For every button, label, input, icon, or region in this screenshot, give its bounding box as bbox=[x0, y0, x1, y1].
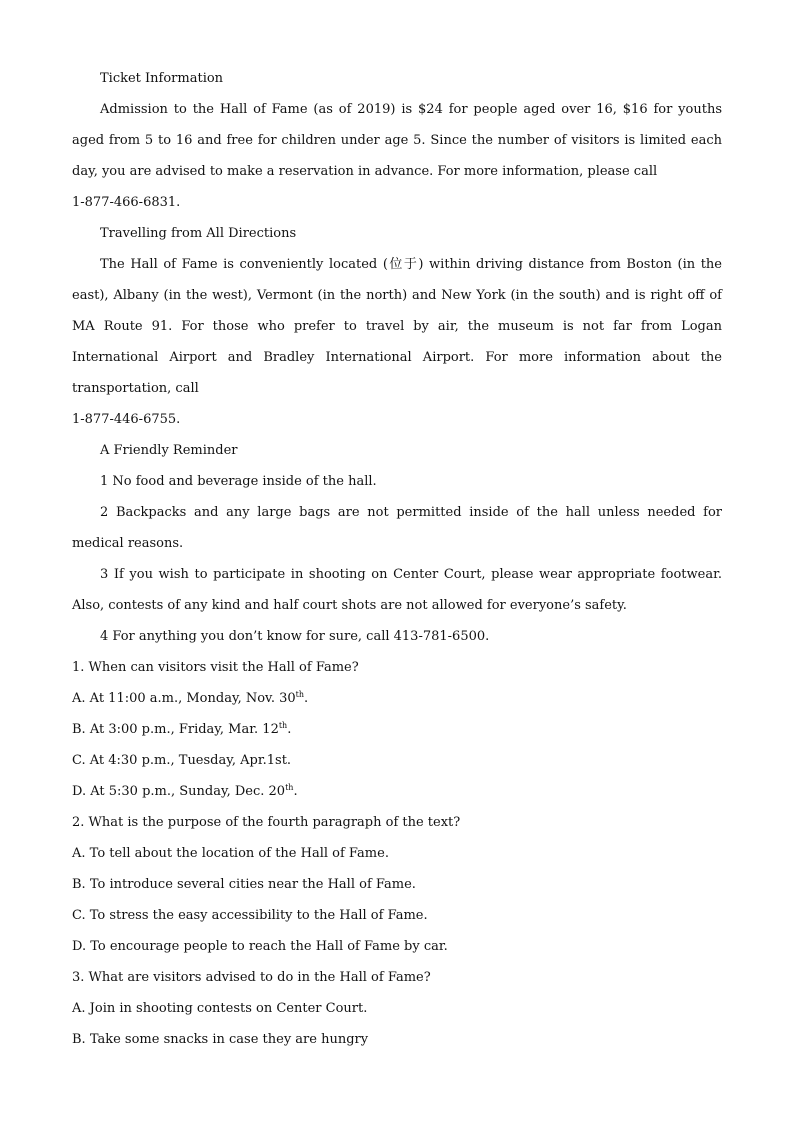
option-text-end: . bbox=[304, 691, 309, 706]
answer-option: B. Take some snacks in case they are hungry bbox=[72, 1032, 369, 1047]
reminder-item: 2 Backpacks and any large bags are not permitted inside of the hall unless needed for medical reasons. bbox=[72, 505, 722, 551]
option-text-end: . bbox=[287, 722, 292, 737]
answer-option bbox=[72, 714, 722, 745]
answer-option bbox=[72, 776, 722, 807]
travel-phone: 1-877-446-6755. bbox=[72, 412, 181, 427]
option-superscript: th bbox=[295, 690, 305, 699]
question-stem: 1. When can visitors visit the Hall of Fame? bbox=[72, 660, 359, 675]
reminder-item: 4 For anything you don’t know for sure, call 413-781-6500. bbox=[100, 629, 490, 644]
option-superscript: th bbox=[285, 783, 294, 792]
option-text: D. At 5:30 p.m., Sunday, Dec. 20 bbox=[72, 784, 286, 799]
reminder-item: 1 No food and beverage inside of the hall. bbox=[100, 474, 377, 489]
ticket-paragraph: Admission to the Hall of Fame (as of 2019) is $24 for people aged over 16, $16 for youths aged from 5 to 16 and free for children under age 5. Since the number of visitors is limited each day, you are advised to make a reservation in advance. For more information, please call bbox=[72, 102, 722, 179]
option-superscript: th bbox=[278, 721, 288, 730]
travel-paragraph: The Hall of Fame is conveniently located (位于) within driving distance from Boston (in the east), Albany (in the west), Vermont (in the north) and New York (in the south) and is right off of MA Route 91. For those who prefer to travel by air, the museum is not far from Logan International Airport and Bradley International Airport. For more information about the transportation, call bbox=[72, 257, 722, 396]
option-text-end: . bbox=[293, 784, 298, 799]
question-stem: 3. What are visitors advised to do in the Hall of Fame? bbox=[72, 970, 431, 985]
travel-heading: Travelling from All Directions bbox=[100, 226, 297, 241]
answer-option: B. To introduce several cities near the Hall of Fame. bbox=[72, 877, 416, 892]
answer-option: D. To encourage people to reach the Hall of Fame by car. bbox=[72, 939, 448, 954]
reminder-heading: A Friendly Reminder bbox=[100, 443, 238, 458]
answer-option bbox=[72, 683, 722, 714]
reminder-item: 3 If you wish to participate in shooting on Center Court, please wear appropriate footwear. Also, contests of any kind and half court shots are not allowed for everyone’s safety. bbox=[72, 567, 722, 613]
option-text: A. At 11:00 a.m., Monday, Nov. 30 bbox=[72, 691, 296, 706]
question-stem: 2. What is the purpose of the fourth paragraph of the text? bbox=[72, 815, 461, 830]
document-content bbox=[72, 63, 722, 1055]
answer-option: C. To stress the easy accessibility to the Hall of Fame. bbox=[72, 908, 428, 923]
option-text: B. At 3:00 p.m., Friday, Mar. 12 bbox=[72, 722, 279, 737]
answer-option: A. Join in shooting contests on Center Court. bbox=[72, 1001, 368, 1016]
option-text: C. At 4:30 p.m., Tuesday, Apr.1st. bbox=[72, 753, 292, 768]
answer-option bbox=[72, 745, 722, 776]
answer-option: A. To tell about the location of the Hall of Fame. bbox=[72, 846, 389, 861]
ticket-heading: Ticket Information bbox=[100, 71, 224, 86]
ticket-phone: 1-877-466-6831. bbox=[72, 195, 181, 210]
